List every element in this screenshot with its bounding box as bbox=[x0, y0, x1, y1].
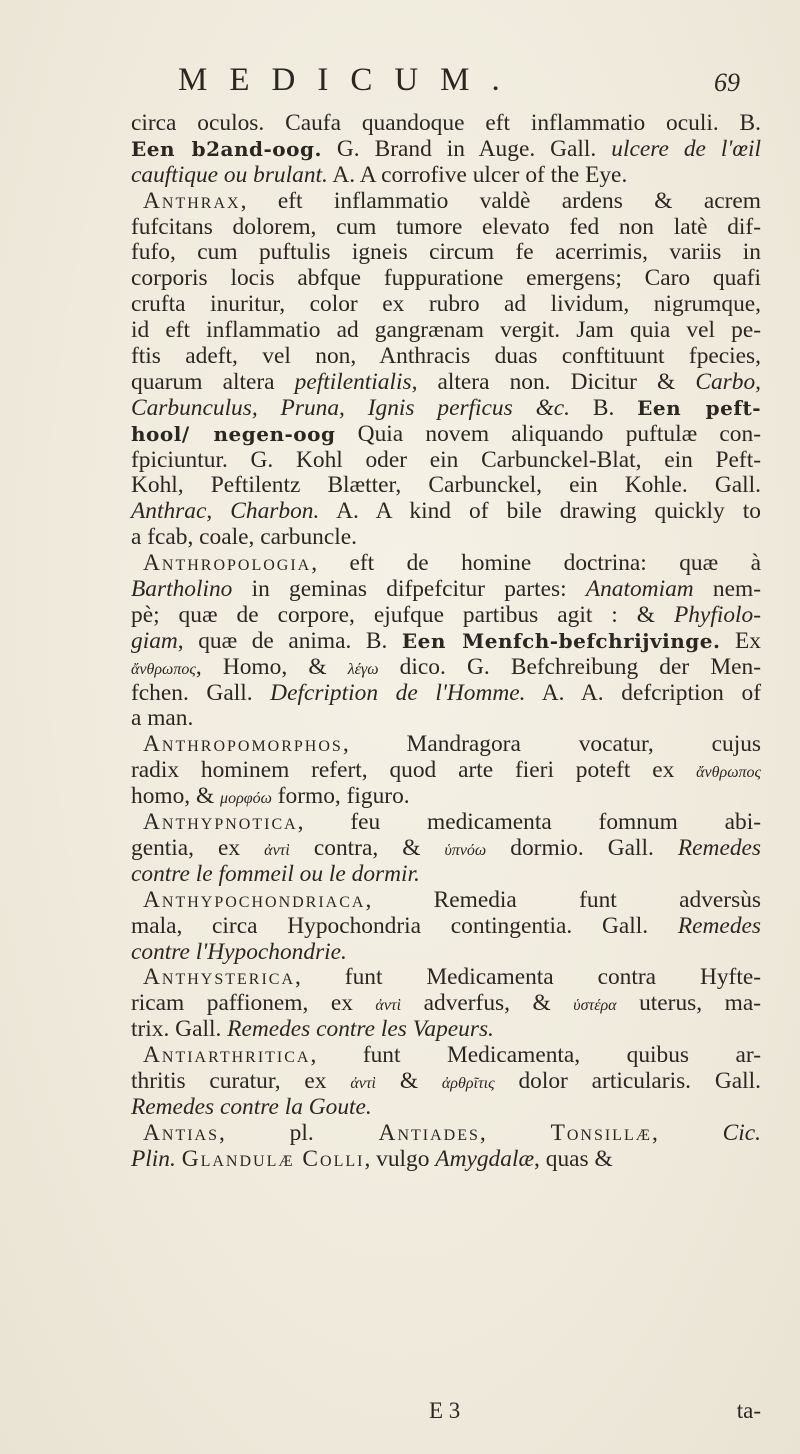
text-line bbox=[131, 706, 761, 732]
text-segment: , funt Medicamenta contra Hyfte- bbox=[295, 964, 761, 991]
text-line bbox=[131, 1017, 761, 1043]
text-line bbox=[131, 836, 761, 862]
text-segment: ftis adeft, vel non, Anthracis duas conftituunt fpecies, bbox=[131, 343, 761, 370]
text-segment: Remedes contre les Vapeurs. bbox=[227, 1016, 494, 1043]
text-line bbox=[131, 318, 761, 344]
text-segment: a fcab, coale, carbuncle. bbox=[131, 524, 357, 551]
text-segment: Anatomiam bbox=[585, 576, 694, 603]
text-segment: & bbox=[376, 1067, 442, 1094]
text-line bbox=[131, 189, 761, 215]
text-segment: quarum altera bbox=[131, 368, 295, 395]
text-segment: , eft de homine doctrina: quæ à bbox=[311, 550, 761, 577]
text-segment: ulcere de l'œil bbox=[611, 135, 761, 162]
text-line bbox=[131, 1069, 761, 1095]
text-segment: dico. G. Befchreibung der Men- bbox=[378, 653, 761, 680]
text-segment: A. A corrofive ulcer of the Eye. bbox=[327, 161, 628, 188]
text-line bbox=[131, 499, 761, 525]
greek-word: ὑπνόω bbox=[444, 841, 487, 859]
text-line bbox=[131, 344, 761, 370]
text-segment: nem- bbox=[693, 576, 761, 603]
text-segment: formo, figuro. bbox=[271, 783, 410, 810]
text-segment: Carbunculus, Pruna, Ignis perficus &c. bbox=[131, 394, 571, 421]
page-footer bbox=[131, 1398, 761, 1428]
text-segment: uterus, ma- bbox=[616, 990, 761, 1017]
greek-word: μορφόω bbox=[220, 790, 272, 808]
text-segment: fufo, cum puftulis igneis circum fe acerrimis, variis in bbox=[131, 239, 761, 266]
text-line bbox=[131, 1121, 761, 1147]
text-segment: B. bbox=[570, 394, 638, 421]
blackletter-text: Een b2and-oog. bbox=[131, 136, 322, 161]
text-segment: A. A kind of bile drawing quickly to bbox=[319, 498, 761, 525]
entry-headword: Anthropomorphos bbox=[143, 731, 343, 758]
text-segment: , Homo, & bbox=[195, 653, 348, 680]
entry-headword: Glandulæ Colli bbox=[181, 1145, 365, 1172]
text-line bbox=[131, 163, 761, 189]
blackletter-text: hool/ negen-oog bbox=[131, 421, 336, 446]
text-line bbox=[131, 1147, 761, 1173]
text-segment: Ex bbox=[720, 627, 761, 654]
text-segment: trix. Gall. bbox=[131, 1016, 228, 1043]
text-line bbox=[131, 370, 761, 396]
text-segment: dormio. Gall. bbox=[486, 834, 678, 861]
text-segment: Plin. bbox=[131, 1145, 176, 1172]
text-segment: mala, circa Hypochondria contingentia. Gall. bbox=[131, 912, 678, 939]
entry-headword: Antiarthritica bbox=[143, 1042, 311, 1069]
entry-headword: Anthropologia bbox=[143, 550, 312, 577]
text-line bbox=[131, 914, 761, 940]
greek-word: λέγω bbox=[347, 660, 379, 678]
text-segment: , funt Medicamenta, quibus ar- bbox=[310, 1042, 761, 1069]
text-segment: in geminas difpefcitur partes: bbox=[232, 576, 586, 603]
text-segment: adverfus, & bbox=[401, 990, 574, 1017]
entry-headword: Anthypochondriaca bbox=[143, 886, 366, 913]
text-segment: , quas & bbox=[534, 1145, 613, 1172]
text-segment: fufcitans dolorem, cum tumore elevato fed non latè dif- bbox=[131, 213, 761, 240]
blackletter-text: Een Menfch-befchrijvinge. bbox=[401, 628, 721, 653]
page-header bbox=[178, 62, 740, 102]
text-segment: Amygdalæ bbox=[435, 1145, 535, 1172]
text-line bbox=[131, 292, 761, 318]
text-segment: Phyfiolo- bbox=[673, 601, 761, 628]
entry-headword: Antias bbox=[143, 1119, 220, 1146]
text-line bbox=[131, 655, 761, 681]
text-segment: , Remedia funt adversùs bbox=[365, 886, 761, 913]
text-line bbox=[131, 473, 761, 499]
text-segment: contre le fommeil ou le dormir. bbox=[131, 860, 420, 887]
text-line bbox=[131, 1095, 761, 1121]
text-segment: peftilentialis bbox=[294, 368, 412, 395]
text-segment: , eft inflammatio valdè ardens & acrem bbox=[240, 187, 761, 214]
text-segment: A. A. defcription of bbox=[525, 679, 761, 706]
text-line bbox=[131, 810, 761, 836]
text-segment: giam bbox=[131, 627, 178, 654]
text-segment: dolor articularis. Gall. bbox=[494, 1067, 761, 1094]
text-segment: gentia, ex bbox=[131, 834, 265, 861]
text-segment: Remedes bbox=[677, 912, 761, 939]
text-line bbox=[131, 603, 761, 629]
greek-word: ἀρθρῖτις bbox=[441, 1074, 495, 1092]
text-segment: Remedes contre la Goute. bbox=[131, 1093, 372, 1120]
text-line bbox=[131, 681, 761, 707]
text-segment: cauftique ou brulant. bbox=[131, 161, 328, 188]
text-segment: Bartholino bbox=[131, 576, 233, 603]
text-segment: , vulgo bbox=[364, 1145, 436, 1172]
text-line bbox=[131, 991, 761, 1017]
running-title: MEDICUM. bbox=[178, 62, 522, 98]
text-segment: contre l'Hypochondrie. bbox=[131, 938, 347, 965]
text-line bbox=[131, 551, 761, 577]
text-segment: Cic. bbox=[722, 1119, 761, 1146]
text-segment: Anthrac, Charbon. bbox=[131, 498, 320, 525]
text-line bbox=[131, 784, 761, 810]
text-segment: , feu medicamenta fomnum abi- bbox=[297, 809, 761, 836]
text-segment: ricam paffionem, ex bbox=[131, 990, 376, 1017]
text-segment: fpiciuntur. G. Kohl oder ein Carbunckel-Blat, ein Peft- bbox=[131, 446, 761, 473]
text-line bbox=[131, 577, 761, 603]
text-line bbox=[131, 448, 761, 474]
dictionary-entries bbox=[131, 111, 761, 1173]
text-segment: , bbox=[479, 1119, 551, 1146]
text-line bbox=[131, 422, 761, 448]
page-number: 69 bbox=[714, 68, 740, 97]
text-line bbox=[131, 111, 761, 137]
entry-headword: Antiades bbox=[378, 1119, 480, 1146]
text-segment: Remedes bbox=[677, 834, 762, 861]
text-line bbox=[131, 137, 761, 163]
text-segment: , quæ de anima. B. bbox=[177, 627, 402, 654]
greek-word: ἀντὶ bbox=[375, 997, 402, 1015]
text-line bbox=[131, 862, 761, 888]
text-segment: , Mandragora vocatur, cujus bbox=[342, 731, 761, 758]
text-line bbox=[131, 965, 761, 991]
blackletter-text: Een peft- bbox=[637, 395, 762, 420]
text-line bbox=[131, 240, 761, 266]
text-line bbox=[131, 525, 761, 551]
text-line bbox=[131, 629, 761, 655]
text-segment: thritis curatur, ex bbox=[131, 1067, 351, 1094]
text-line bbox=[131, 940, 761, 966]
text-segment: pè; quæ de corpore, ejufque partibus agit : & bbox=[131, 601, 674, 628]
text-line bbox=[131, 215, 761, 241]
text-segment: Kohl, Peftilentz Blætter, Carbunckel, ein Kohle. Gall. bbox=[131, 472, 761, 499]
signature-mark: E 3 bbox=[429, 1398, 461, 1423]
catchword: ta- bbox=[736, 1398, 761, 1423]
text-segment: corporis locis abfque fuppuratione emergens; Caro quafi bbox=[131, 265, 761, 292]
text-segment: id eft inflammatio ad gangrænam vergit. Jam quia vel pe- bbox=[131, 317, 761, 344]
greek-word: ὑστέρα bbox=[573, 997, 617, 1015]
text-line bbox=[131, 1043, 761, 1069]
text-line bbox=[131, 758, 761, 784]
greek-word: ἄνθρωπος bbox=[131, 660, 196, 678]
entry-headword: Tonsillæ bbox=[550, 1119, 652, 1146]
text-line bbox=[131, 888, 761, 914]
text-segment: a man. bbox=[131, 705, 194, 732]
text-segment: fchen. Gall. bbox=[131, 679, 271, 706]
text-segment: circa oculos. Caufa quandoque eft inflammatio oculi. B. bbox=[131, 110, 761, 136]
entry-headword: Anthysterica bbox=[143, 964, 296, 991]
text-segment: , pl. bbox=[219, 1119, 379, 1146]
entry-headword: Anthrax bbox=[143, 187, 241, 214]
greek-word: ἀντὶ bbox=[264, 841, 290, 859]
text-segment: contra, & bbox=[289, 834, 445, 861]
text-segment: homo, & bbox=[131, 783, 221, 810]
text-segment: G. Brand in Auge. Gall. bbox=[321, 135, 612, 162]
text-segment: Carbo, bbox=[695, 368, 761, 395]
text-segment: radix hominem refert, quod arte fieri poteft ex bbox=[131, 757, 697, 784]
greek-word: ἀντὶ bbox=[350, 1074, 376, 1092]
text-segment: crufta inuritur, color ex rubro ad lividum, nigrumque, bbox=[131, 291, 761, 318]
text-line bbox=[131, 396, 761, 422]
greek-word: ἄνθρωπος bbox=[696, 764, 761, 782]
text-line bbox=[131, 732, 761, 758]
text-segment: , bbox=[651, 1119, 723, 1146]
text-line bbox=[131, 266, 761, 292]
text-segment: Quia novem aliquando puftulæ con- bbox=[335, 420, 761, 447]
entry-headword: Anthypnotica bbox=[143, 809, 298, 836]
text-segment: Defcription de l'Homme. bbox=[270, 679, 526, 706]
text-segment: , altera non. Dicitur & bbox=[411, 368, 696, 395]
